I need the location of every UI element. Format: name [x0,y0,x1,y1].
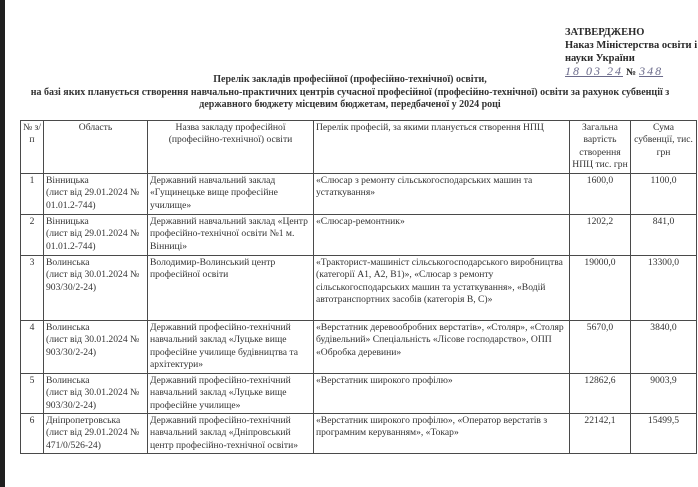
header-region: Область [44,121,148,174]
row-num: 2 [21,215,44,256]
row-subvention: 1100,0 [631,174,697,215]
row-institution: Володимир-Волинський центр професійної освіти [148,256,314,321]
title-line-3: державного бюджету місцевим бюджетам, передбаченої у 2024 році [199,99,501,110]
table-row [21,256,697,321]
row-region [44,374,148,414]
row-num: 6 [21,414,44,454]
row-institution: Державний професійно-технічний навчальний заклад «Луцьке вище професійне училище будівництва та архітектури» [148,321,314,374]
approval-number: 348 [639,64,664,78]
row-num: 4 [21,321,44,374]
row-region [44,321,148,374]
header-professions: Перелік професій, за якими планується створення НПЦ [314,121,570,174]
region-name: Дніпропетровська [46,415,121,426]
region-name: Волинська [46,257,90,268]
row-region [44,215,148,256]
row-professions: «Слюсар-ремонтник» [314,215,570,256]
row-num: 1 [21,174,44,215]
row-subvention: 841,0 [631,215,697,256]
header-subvention: Сума субвенції, тис. грн [631,121,697,174]
region-letter: (лист від 29.01.2024 № 01.01.2-744) [46,187,140,211]
approval-order-line: Наказ Міністерства освіти і [565,40,698,51]
row-professions: «Слюсар з ремонту сільськогосподарських машин та устаткування» [314,174,570,215]
row-region [44,256,148,321]
row-region [44,414,148,454]
row-subvention: 13300,0 [631,256,697,321]
row-num: 5 [21,374,44,414]
row-institution: Державний навчальний заклад «Гущинецьке вище професійне училище» [148,174,314,215]
title-line-1: Перелік закладів професійної (професійно-технічної) освіти, [213,74,487,85]
row-professions: «Тракторист-машиніст сільськогосподарського виробництва (категорії А1, А2, В1)», «Слюсар з ремонту сільськогосподарських машин та устаткування», «Водій автотранспортних засобів (категорія В, С)» [314,256,570,321]
document-title [10,74,690,112]
approval-heading: ЗАТВЕРДЖЕНО [565,27,645,38]
table-row [21,174,697,215]
region-letter: (лист від 29.01.2024 № 471/0/526-24) [46,427,140,451]
region-letter: (лист від 30.01.2024 № 903/30/2-24) [46,269,140,293]
row-institution: Державний професійно-технічний навчальний заклад «Луцьке вище професійне училище» [148,374,314,414]
region-name: Волинська [46,322,90,333]
header-institution: Назва закладу професійної (професійно-технічної) освіти [148,121,314,174]
region-letter: (лист від 30.01.2024 № 903/30/2-24) [46,334,140,358]
row-region [44,174,148,215]
row-subvention: 9003,9 [631,374,697,414]
row-institution: Державний навчальний заклад «Центр професійно-технічної освіти №1 м. Вінниці» [148,215,314,256]
row-professions: «Верстатник широкого профілю» [314,374,570,414]
scan-edge-shadow [0,0,5,487]
table-row [21,374,697,414]
table-row [21,321,697,374]
region-name: Вінницька [46,175,89,186]
row-professions: «Верстатник деревообробних верстатів», «Столяр», «Столяр будівельний» Спеціальність «Лісове господарство», ОПП «Обробка деревини» [314,321,570,374]
institutions-table [20,120,697,454]
table-header-row [21,121,697,174]
row-total-cost: 5670,0 [570,321,631,374]
row-total-cost: 19000,0 [570,256,631,321]
region-letter: (лист від 29.01.2024 № 01.01.2-744) [46,228,140,252]
row-total-cost: 1600,0 [570,174,631,215]
region-name: Волинська [46,375,90,386]
approval-ministry-line: науки України [565,53,635,64]
table-row [21,215,697,256]
row-professions: «Верстатник широкого профілю», «Оператор верстатів з програмним керуванням», «Токар» [314,414,570,454]
region-letter: (лист від 30.01.2024 № 903/30/2-24) [46,387,140,411]
region-name: Вінницька [46,216,89,227]
row-total-cost: 1202,2 [570,215,631,256]
row-subvention: 3840,0 [631,321,697,374]
row-subvention: 15499,5 [631,414,697,454]
header-total-cost: Загальна вартість створення НПЦ тис. грн [570,121,631,174]
table-row [21,414,697,454]
row-total-cost: 12862,6 [570,374,631,414]
title-line-2: на базі яких планується створення навчально-практичних центрів сучасної професійної (професійно-технічної) освіти за рахунок субвенції з [30,86,670,98]
row-institution: Державний професійно-технічний навчальний заклад «Дніпровський центр професійно-технічної освіти» [148,414,314,454]
approval-stamp [565,26,698,79]
approval-number-label: № [626,67,637,78]
approval-date: 18 03 24 [565,64,623,78]
header-num: № з/п [21,121,44,174]
row-num: 3 [21,256,44,321]
row-total-cost: 22142,1 [570,414,631,454]
